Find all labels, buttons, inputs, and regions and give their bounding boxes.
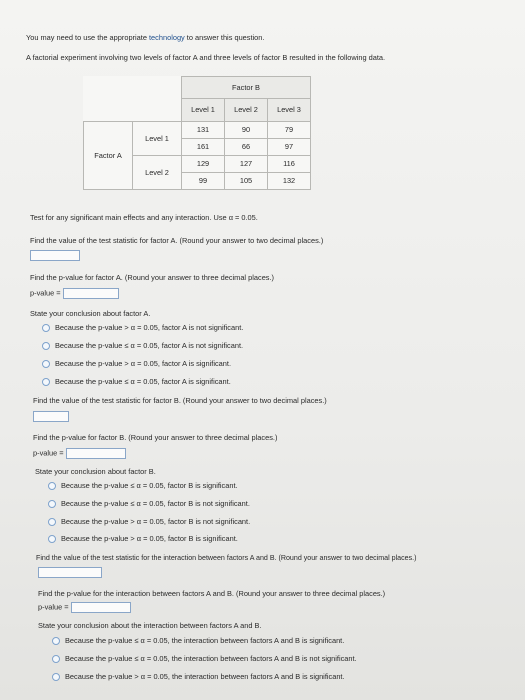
radio-button-icon[interactable] bbox=[52, 637, 60, 645]
factor-b-pvalue-input[interactable] bbox=[66, 448, 126, 459]
cell: 132 bbox=[268, 172, 311, 189]
cell: 97 bbox=[268, 138, 311, 155]
factor-a-pvalue-input[interactable] bbox=[63, 288, 119, 299]
interaction-option-2[interactable] bbox=[52, 654, 357, 664]
radio-button-icon[interactable] bbox=[52, 655, 60, 663]
factor-a-pvalue-row bbox=[30, 288, 119, 299]
factor-b-stat-input[interactable] bbox=[33, 411, 69, 422]
factor-a-option-3[interactable] bbox=[42, 359, 231, 369]
factor-a-option-1[interactable] bbox=[42, 323, 243, 333]
factor-a-conclusion-prompt: State your conclusion about factor A. bbox=[30, 309, 151, 318]
interaction-stat-input[interactable] bbox=[38, 567, 102, 578]
radio-button-icon[interactable] bbox=[42, 324, 50, 332]
factor-b-pvalue-question: Find the p-value for factor B. (Round your answer to three decimal places.) bbox=[33, 433, 278, 442]
factor-b-option-2[interactable] bbox=[48, 499, 250, 509]
interaction-option-1[interactable] bbox=[52, 636, 344, 646]
factor-a-option-4[interactable] bbox=[42, 377, 231, 387]
pvalue-label: p-value = bbox=[33, 448, 64, 458]
cell: 66 bbox=[225, 138, 268, 155]
factor-b-pvalue-row bbox=[33, 448, 126, 459]
intro-line-1 bbox=[26, 33, 264, 43]
option-label: Because the p-value > α = 0.05, factor A is significant. bbox=[55, 359, 232, 368]
intro-text: You may need to use the appropriate bbox=[26, 33, 149, 42]
intro-line-2: A factorial experiment involving two levels of factor A and three levels of factor B resulted in the following data. bbox=[26, 53, 386, 62]
option-label: Because the p-value ≤ α = 0.05, factor A is significant. bbox=[55, 377, 231, 386]
pvalue-label: p-value = bbox=[30, 288, 61, 298]
option-label: Because the p-value > α = 0.05, the interaction between factors A and B is significant. bbox=[65, 672, 345, 681]
interaction-stat-question: Find the value of the test statistic for the interaction between factors A and B. (Round your answer to two decimal places.) bbox=[36, 554, 417, 562]
option-label: Because the p-value > α = 0.05, factor B is not significant. bbox=[61, 517, 251, 526]
factor-a-pvalue-question: Find the p-value for factor A. (Round your answer to three decimal places.) bbox=[30, 273, 275, 282]
b-level-3-header: Level 3 bbox=[268, 99, 311, 122]
factor-b-header: Factor B bbox=[182, 77, 311, 99]
interaction-option-3[interactable] bbox=[52, 672, 345, 682]
factor-a-stat-question: Find the value of the test statistic for factor A. (Round your answer to two decimal places.) bbox=[30, 236, 324, 245]
option-label: Because the p-value ≤ α = 0.05, factor A is not significant. bbox=[55, 341, 244, 350]
option-label: Because the p-value > α = 0.05, factor A is not significant. bbox=[55, 323, 244, 332]
pvalue-label: p-value = bbox=[38, 602, 69, 612]
radio-button-icon[interactable] bbox=[52, 673, 60, 681]
cell: 131 bbox=[182, 121, 225, 138]
radio-button-icon[interactable] bbox=[48, 482, 56, 490]
option-label: Because the p-value ≤ α = 0.05, factor B is significant. bbox=[61, 481, 238, 490]
factor-b-option-1[interactable] bbox=[48, 481, 238, 491]
radio-button-icon[interactable] bbox=[48, 518, 56, 526]
technology-link[interactable]: technology bbox=[149, 33, 185, 42]
a-level-1-header: Level 1 bbox=[133, 121, 182, 155]
option-label: Because the p-value ≤ α = 0.05, factor B is not significant. bbox=[61, 499, 250, 508]
b-level-2-header: Level 2 bbox=[225, 99, 268, 122]
a-level-2-header: Level 2 bbox=[133, 155, 182, 189]
radio-button-icon[interactable] bbox=[42, 378, 50, 386]
radio-button-icon[interactable] bbox=[42, 360, 50, 368]
factor-a-header: Factor A bbox=[84, 121, 133, 189]
cell: 99 bbox=[182, 172, 225, 189]
interaction-pvalue-question: Find the p-value for the interaction between factors A and B. (Round your answer to three decimal places.) bbox=[38, 589, 386, 598]
interaction-conclusion-prompt: State your conclusion about the interaction between factors A and B. bbox=[38, 621, 262, 630]
b-level-1-header: Level 1 bbox=[182, 99, 225, 122]
interaction-pvalue-input[interactable] bbox=[71, 602, 131, 613]
cell: 90 bbox=[225, 121, 268, 138]
factor-a-option-2[interactable] bbox=[42, 341, 243, 351]
option-label: Because the p-value > α = 0.05, factor B is significant. bbox=[61, 534, 238, 543]
cell: 116 bbox=[268, 155, 311, 172]
radio-button-icon[interactable] bbox=[42, 342, 50, 350]
data-table bbox=[83, 76, 311, 190]
factor-b-stat-question: Find the value of the test statistic for factor B. (Round your answer to two decimal places.) bbox=[33, 396, 327, 405]
factor-b-option-4[interactable] bbox=[48, 534, 238, 544]
intro-text-end: to answer this question. bbox=[184, 33, 265, 42]
radio-button-icon[interactable] bbox=[48, 500, 56, 508]
factor-b-conclusion-prompt: State your conclusion about factor B. bbox=[35, 467, 156, 476]
cell: 79 bbox=[268, 121, 311, 138]
cell: 127 bbox=[225, 155, 268, 172]
option-label: Because the p-value ≤ α = 0.05, the interaction between factors A and B is not significant. bbox=[65, 654, 357, 663]
interaction-pvalue-row bbox=[38, 602, 131, 613]
radio-button-icon[interactable] bbox=[48, 535, 56, 543]
test-instruction: Test for any significant main effects and any interaction. Use α = 0.05. bbox=[30, 213, 258, 222]
option-label: Because the p-value ≤ α = 0.05, the interaction between factors A and B is significant. bbox=[65, 636, 345, 645]
cell: 105 bbox=[225, 172, 268, 189]
cell: 129 bbox=[182, 155, 225, 172]
factor-a-stat-input[interactable] bbox=[30, 250, 80, 261]
cell: 161 bbox=[182, 138, 225, 155]
factor-b-option-3[interactable] bbox=[48, 517, 250, 527]
